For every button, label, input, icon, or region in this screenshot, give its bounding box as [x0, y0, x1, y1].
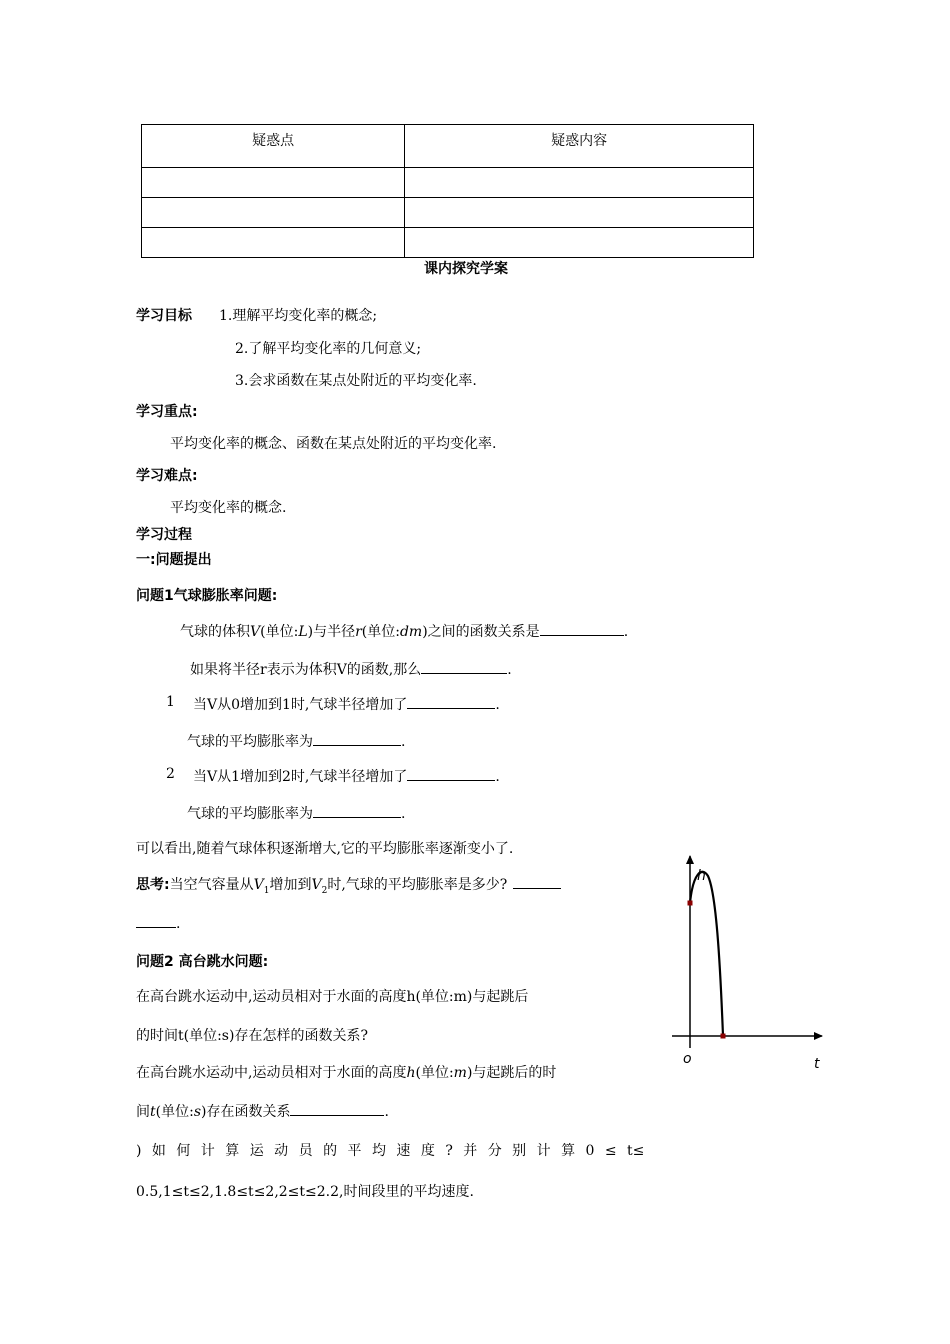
goal-item: 1.理解平均变化率的概念;	[219, 308, 378, 324]
text: 气球的体积	[180, 624, 250, 640]
answer-blank[interactable]	[313, 731, 401, 746]
q1-item-number: 2	[166, 766, 175, 782]
text: 当V从0增加到1时,气球半径增加了	[193, 697, 408, 713]
table-header-row	[142, 125, 754, 168]
answer-blank[interactable]	[407, 694, 495, 709]
text: (单位:	[155, 1104, 194, 1120]
part1-label: 一:问题提出	[136, 552, 212, 568]
answer-blank[interactable]	[313, 803, 401, 818]
answer-blank[interactable]	[421, 659, 507, 674]
table-cell	[142, 228, 405, 258]
q1-item1-rate	[187, 731, 405, 751]
var-t: t	[150, 1104, 156, 1120]
text: (单位:	[415, 1065, 454, 1081]
table-cell	[142, 168, 405, 198]
text: )存在函数关系	[201, 1104, 291, 1120]
answer-blank[interactable]	[290, 1101, 384, 1116]
q1-observation: 可以看出,随着气球体积逐渐增大,它的平均膨胀率逐渐变小了.	[136, 841, 514, 857]
q1-item1	[193, 694, 500, 714]
text: )之间的函数关系是	[422, 624, 540, 640]
answer-blank[interactable]	[513, 874, 561, 889]
q2-title: 问题2 高台跳水问题:	[136, 954, 269, 970]
text: .	[623, 624, 629, 640]
var-v2: V	[311, 877, 322, 893]
table-cell	[142, 198, 405, 228]
text: 时,气球的平均膨胀率是多少?	[327, 877, 508, 893]
x-axis-label: t	[814, 1056, 820, 1072]
text: .	[401, 806, 406, 822]
text: .	[495, 769, 500, 785]
text: .	[384, 1104, 389, 1120]
goal-item: 3.会求函数在某点处附近的平均变化率.	[235, 373, 477, 389]
unit-m: m	[453, 1065, 467, 1081]
var-r: r	[355, 624, 362, 640]
start-point-marker	[688, 901, 693, 906]
table-cell	[405, 198, 754, 228]
difficulty-text: 平均变化率的概念.	[170, 500, 287, 516]
table-row	[142, 198, 754, 228]
table-row	[142, 168, 754, 198]
var-h: h	[406, 1065, 416, 1081]
difficulty-label: 学习难点:	[136, 468, 198, 484]
trajectory-curve	[690, 872, 723, 1036]
q1-item2	[193, 766, 500, 786]
table-row	[142, 228, 754, 258]
unit-dm: dm	[399, 624, 423, 640]
key-points-label: 学习重点:	[136, 404, 198, 420]
goals-label: 学习目标	[136, 308, 192, 324]
q1-item2-rate	[187, 803, 405, 823]
text: 气球的平均膨胀率为	[187, 806, 313, 822]
think-label: 思考:	[136, 877, 170, 893]
q1-think-cont	[136, 913, 180, 932]
goal-item: 2.了解平均变化率的几何意义;	[235, 341, 422, 357]
table-cell	[405, 168, 754, 198]
text: 当空气容量从	[169, 877, 254, 893]
text: 当V从1增加到2时,气球半径增加了	[193, 769, 408, 785]
subscript: 2	[321, 885, 328, 896]
height-time-figure	[660, 848, 830, 1078]
process-label: 学习过程	[136, 527, 192, 543]
text: .	[401, 734, 406, 750]
answer-blank[interactable]	[407, 766, 495, 781]
q2-paragraph: 在高台跳水运动中,运动员相对于水面的高度h(单位:m)与起跳后	[136, 989, 529, 1005]
key-points-text: 平均变化率的概念、函数在某点处附近的平均变化率.	[170, 436, 497, 452]
answer-blank[interactable]	[540, 621, 624, 636]
q1-think	[136, 874, 561, 896]
y-axis-label: h	[697, 868, 706, 884]
unit-l: L	[298, 624, 308, 640]
q2-velocity-question: ) 如 何 计 算 运 动 员 的 平 均 速 度 ? 并 分 别 计 算 0 ≤ t≤	[136, 1143, 645, 1159]
table-header-cell: 疑惑内容	[405, 125, 754, 168]
q1-item-number: 1	[166, 694, 175, 710]
origin-label: o	[683, 1051, 692, 1067]
text: )与半径	[307, 624, 356, 640]
text: .	[507, 662, 512, 678]
text: .	[495, 697, 500, 713]
text: 如果将半径r表示为体积V的函数,那么	[190, 662, 422, 678]
q1-line2	[190, 659, 512, 679]
q1-title: 问题1气球膨胀率问题:	[136, 588, 278, 604]
var-v: V	[250, 624, 261, 640]
section-title: 课内探究学案	[424, 261, 508, 277]
table-header-cell: 疑惑点	[142, 125, 405, 168]
text: 在高台跳水运动中,运动员相对于水面的高度	[136, 1065, 407, 1081]
table-cell	[405, 228, 754, 258]
text: 增加到	[269, 877, 312, 893]
end-point-marker	[721, 1034, 726, 1039]
text: .	[176, 916, 181, 932]
q1-line1	[180, 621, 628, 641]
text: (单位:	[361, 624, 400, 640]
text: (单位:	[260, 624, 299, 640]
text: )与起跳后的时	[466, 1065, 557, 1081]
subscript: 1	[263, 885, 270, 896]
q2-function-line2	[136, 1101, 389, 1121]
unit-s: s	[193, 1104, 202, 1120]
q2-function-line1	[136, 1062, 556, 1082]
text: 间	[136, 1104, 150, 1120]
var-v1: V	[253, 877, 264, 893]
answer-blank[interactable]	[136, 913, 176, 928]
q2-paragraph: 的时间t(单位:s)存在怎样的函数关系?	[136, 1028, 368, 1044]
q2-velocity-intervals: 0.5,1≤t≤2,1.8≤t≤2,2≤t≤2.2,时间段里的平均速度.	[136, 1184, 474, 1200]
text: 气球的平均膨胀率为	[187, 734, 313, 750]
doubt-table	[141, 124, 754, 258]
